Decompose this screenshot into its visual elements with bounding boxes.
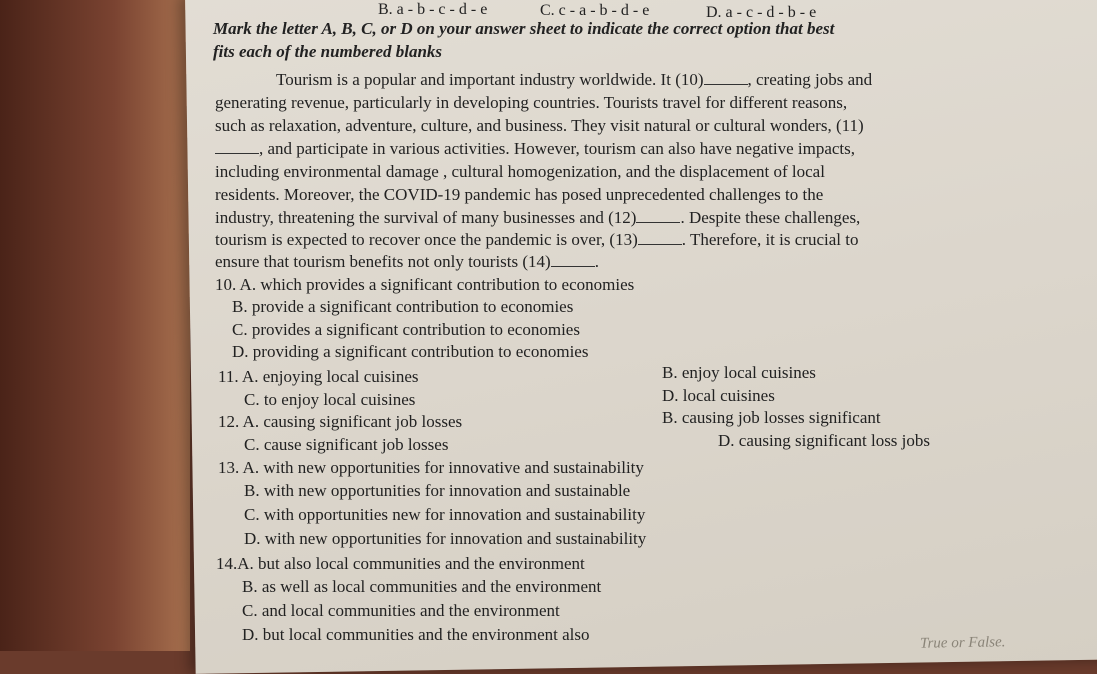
passage-line-6: residents. Moreover, the COVID-19 pandemic has posed unprecedented challenges to the xyxy=(215,185,824,204)
passage-line-7 xyxy=(215,208,860,228)
next-section-hint: True or False. xyxy=(919,634,1006,652)
passage-text: , creating jobs and xyxy=(747,70,873,89)
passage-line-1 xyxy=(276,70,872,90)
q12-option-a: 12. A. causing significant job losses xyxy=(218,412,463,431)
q14-option-a: 14.A. but also local communities and the environment xyxy=(216,554,585,573)
q11-option-c: C. to enjoy local cuisines xyxy=(244,390,416,409)
q12-option-d: D. causing significant loss jobs xyxy=(718,431,931,450)
passage-line-4 xyxy=(215,139,855,159)
passage-line-3: such as relaxation, adventure, culture, and business. They visit natural or cultural wonders, (11) xyxy=(215,116,864,135)
passage-text: tourism is expected to recover once the pandemic is over, (13) xyxy=(215,230,638,249)
prev-option-c: C. c - a - b - d - e xyxy=(540,2,650,19)
q13-option-b: B. with new opportunities for innovation and sustainable xyxy=(244,481,631,500)
q10-option-c: C. provides a significant contribution to economies xyxy=(232,320,580,339)
passage-text: ensure that tourism benefits not only tourists (14) xyxy=(215,252,551,271)
instruction-line-2: fits each of the numbered blanks xyxy=(213,42,443,61)
passage-text: , and participate in various activities. However, tourism can also have negative impacts, xyxy=(259,139,856,158)
passage-text: Tourism is a popular and important industry worldwide. It (10) xyxy=(276,70,704,89)
prev-option-d: D. a - c - d - b - e xyxy=(706,4,817,21)
prev-option-b: B. a - b - c - d - e xyxy=(378,1,488,18)
passage-text: . xyxy=(594,252,599,271)
passage-text: . Despite these challenges, xyxy=(680,208,861,227)
passage-text: industry, threatening the survival of many businesses and (12) xyxy=(215,208,637,227)
q10-option-b: B. provide a significant contribution to economies xyxy=(232,297,574,316)
instruction-line-1: Mark the letter A, B, C, or D on your answer sheet to indicate the correct option that best xyxy=(213,19,835,38)
blank-12 xyxy=(636,208,680,223)
q10-option-d: D. providing a significant contribution to economies xyxy=(232,342,589,361)
q13-option-c: C. with opportunities new for innovation and sustainability xyxy=(244,505,646,524)
passage-text: . Therefore, it is crucial to xyxy=(681,230,859,249)
blank-11 xyxy=(215,139,259,154)
passage-line-9 xyxy=(215,252,599,272)
passage-line-5: including environmental damage , cultural homogenization, and the displacement of local xyxy=(215,162,825,181)
q14-option-c: C. and local communities and the environment xyxy=(242,601,560,620)
q11-option-a: 11. A. enjoying local cuisines xyxy=(218,367,419,386)
q13-option-d: D. with new opportunities for innovation and sustainability xyxy=(244,529,647,548)
q13-option-a: 13. A. with new opportunities for innovative and sustainability xyxy=(218,458,644,477)
q14-option-b: B. as well as local communities and the environment xyxy=(242,577,602,596)
q12-option-c: C. cause significant job losses xyxy=(244,435,449,454)
passage-line-8 xyxy=(215,230,858,250)
q11-option-b: B. enjoy local cuisines xyxy=(662,363,816,382)
desk-background xyxy=(0,0,190,651)
blank-10 xyxy=(704,70,748,85)
blank-14 xyxy=(551,252,595,267)
q11-option-d: D. local cuisines xyxy=(662,386,775,405)
q10-option-a: 10. A. which provides a significant contribution to economies xyxy=(215,275,635,294)
q12-option-b: B. causing job losses significant xyxy=(662,408,881,427)
q14-option-d: D. but local communities and the environment also xyxy=(242,625,590,644)
passage-line-2: generating revenue, particularly in developing countries. Tourists travel for different reasons, xyxy=(215,93,848,112)
blank-13 xyxy=(638,230,682,245)
